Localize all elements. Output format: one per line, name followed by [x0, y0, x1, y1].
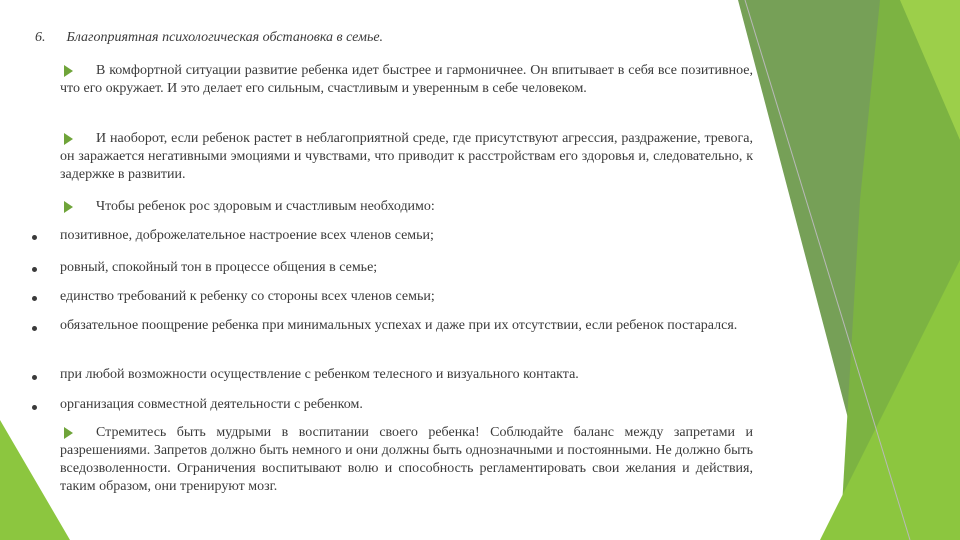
list-item: единство требований к ребенку со стороны всех членов семьи; — [60, 289, 435, 304]
bullet-dot-icon — [32, 296, 37, 301]
list-item: ровный, спокойный тон в процессе общения в семье; — [60, 260, 378, 275]
section-heading — [35, 30, 383, 46]
bullet-dot-icon — [32, 235, 37, 240]
bullet-dot-icon — [32, 405, 37, 410]
arrow-bullet-icon — [64, 133, 73, 145]
arrow-bullet-icon — [64, 427, 73, 439]
list-item: обязательное поощрение ребенка при минимальных успехах и даже при их отсутствии, если ребенок постарался. — [60, 318, 738, 333]
paragraph-adverse: И наоборот, если ребенок растет в неблагоприятной среде, где присутствуют агрессия, раздражение, тревога, он заражается негативными эмоциями и чувствами, что приводит к расстройствам его здоровья и, следовательно, к задержке в развитии. — [60, 131, 753, 182]
paragraph-comfort: В комфортной ситуации развитие ребенка идет быстрее и гармоничнее. Он впитывает в себя все позитивное, что его окружает. И это делает его сильным, счастливым и уверенным в себе человеком. — [60, 63, 753, 96]
section-title: Благоприятная психологическая обстановка в семье. — [66, 30, 384, 45]
list-item: при любой возможности осуществление с ребенком телесного и визуального контакта. — [60, 367, 579, 382]
list-item: позитивное, доброжелательное настроение всех членов семьи; — [60, 228, 434, 243]
bullet-dot-icon — [32, 375, 37, 380]
arrow-bullet-icon — [64, 65, 73, 77]
arrow-bullet-icon — [64, 201, 73, 213]
paragraph-closing: Стремитесь быть мудрыми в воспитании своего ребенка! Соблюдайте баланс между запретами и разрешениями. Запретов должно быть немного и они должны быть однозначными и постоянными. Не должно быть вседозволенности. Ограничения воспитывают волю и способность регламентировать свои желания и действия, таким образом, они тренируют мозг. — [60, 425, 753, 494]
section-number: 6. — [35, 30, 46, 45]
bullet-dot-icon — [32, 326, 37, 331]
paragraph-necessary: Чтобы ребенок рос здоровым и счастливым необходимо: — [60, 198, 753, 216]
list-item: организация совместной деятельности с ребенком. — [60, 397, 363, 412]
bullet-dot-icon — [32, 267, 37, 272]
